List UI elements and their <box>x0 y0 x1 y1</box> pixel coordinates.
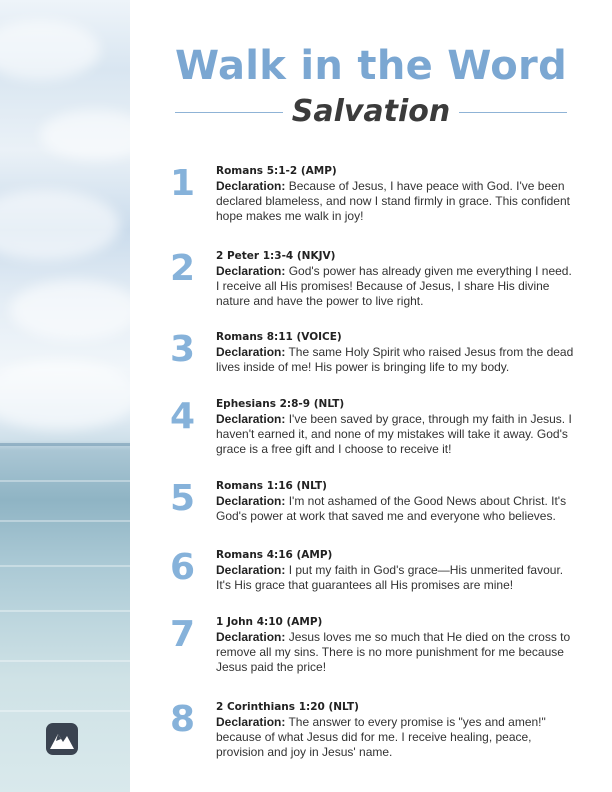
sky-sea-photo-strip <box>0 0 130 792</box>
declaration-label: Declaration: <box>216 345 286 359</box>
declaration-text: The same Holy Spirit who raised Jesus from the dead lives inside of me! His power is bringing life to my body. <box>216 345 574 374</box>
entry-number: 7 <box>170 614 196 655</box>
cloud-shape <box>0 190 120 260</box>
entry-body <box>216 479 578 524</box>
entry-body <box>216 615 578 675</box>
scripture-reference: 1 John 4:10 (AMP) <box>216 616 323 628</box>
cloud-shape <box>0 20 100 80</box>
entry-body <box>216 164 578 224</box>
horizon-line <box>0 443 130 446</box>
water-ripple <box>0 480 130 482</box>
cloud-shape <box>0 360 130 430</box>
declaration-label: Declaration: <box>216 179 286 193</box>
declaration-label: Declaration: <box>216 563 286 577</box>
entry-number: 2 <box>170 248 196 289</box>
declaration-text: God's power has already given me everything I need. I receive all His promises! Because of Jesus, I share His divine nature and have the power to live right. <box>216 264 572 308</box>
entry-body <box>216 249 578 309</box>
declaration-text: I put my faith in God's grace—His unmerited favour. It's His grace that guarantees all His promises are mine! <box>216 563 564 592</box>
cloud-shape <box>10 280 130 340</box>
water-ripple <box>0 710 130 712</box>
entry-number: 5 <box>170 478 196 519</box>
entry-number: 4 <box>170 396 196 437</box>
entry-number: 6 <box>170 547 196 588</box>
page-subtitle: Salvation <box>291 94 451 129</box>
entry-number: 1 <box>170 163 196 204</box>
water-ripple <box>0 610 130 612</box>
declaration-label: Declaration: <box>216 264 286 278</box>
entry-number: 8 <box>170 699 196 740</box>
page-title: Walk in the Word <box>174 43 568 89</box>
water-ripple <box>0 660 130 662</box>
entry-body <box>216 548 578 593</box>
scripture-reference: 2 Corinthians 1:20 (NLT) <box>216 701 359 713</box>
cloud-shape <box>40 110 130 160</box>
declaration-text: Jesus loves me so much that He died on the cross to remove all my sins. There is no more punishment for me because Jesus paid the price! <box>216 630 571 674</box>
scripture-reference: Ephesians 2:8-9 (NLT) <box>216 398 345 410</box>
declaration-label: Declaration: <box>216 412 286 426</box>
declaration-text: I've been saved by grace, through my faith in Jesus. I haven't earned it, and none of my mistakes will take it away. God's grace is a free gift and I choose to receive it! <box>216 412 572 456</box>
mountain-logo-icon <box>45 722 79 756</box>
declaration-text: The answer to every promise is "yes and amen!" because of what Jesus did for me. I receive healing, peace, provision and joy in Jesus' name. <box>216 715 546 759</box>
declaration-text: Because of Jesus, I have peace with God. I've been declared blameless, and now I stand firmly in grace. This confident hope makes me walk in joy! <box>216 179 570 223</box>
declaration-label: Declaration: <box>216 630 286 644</box>
declaration-label: Declaration: <box>216 494 286 508</box>
water-ripple <box>0 520 130 522</box>
scripture-reference: Romans 5:1-2 (AMP) <box>216 165 337 177</box>
scripture-reference: Romans 8:11 (VOICE) <box>216 331 342 343</box>
declaration-text: I'm not ashamed of the Good News about Christ. It's God's power at work that saved me and everyone who believes. <box>216 494 567 523</box>
scripture-reference: 2 Peter 1:3-4 (NKJV) <box>216 250 336 262</box>
scripture-reference: Romans 1:16 (NLT) <box>216 480 327 492</box>
entry-body <box>216 397 578 457</box>
entry-number: 3 <box>170 329 196 370</box>
subtitle-row <box>175 92 567 132</box>
entry-body <box>216 330 578 375</box>
scripture-reference: Romans 4:16 (AMP) <box>216 549 333 561</box>
water-ripple <box>0 565 130 567</box>
declaration-label: Declaration: <box>216 715 286 729</box>
entry-body <box>216 700 578 760</box>
